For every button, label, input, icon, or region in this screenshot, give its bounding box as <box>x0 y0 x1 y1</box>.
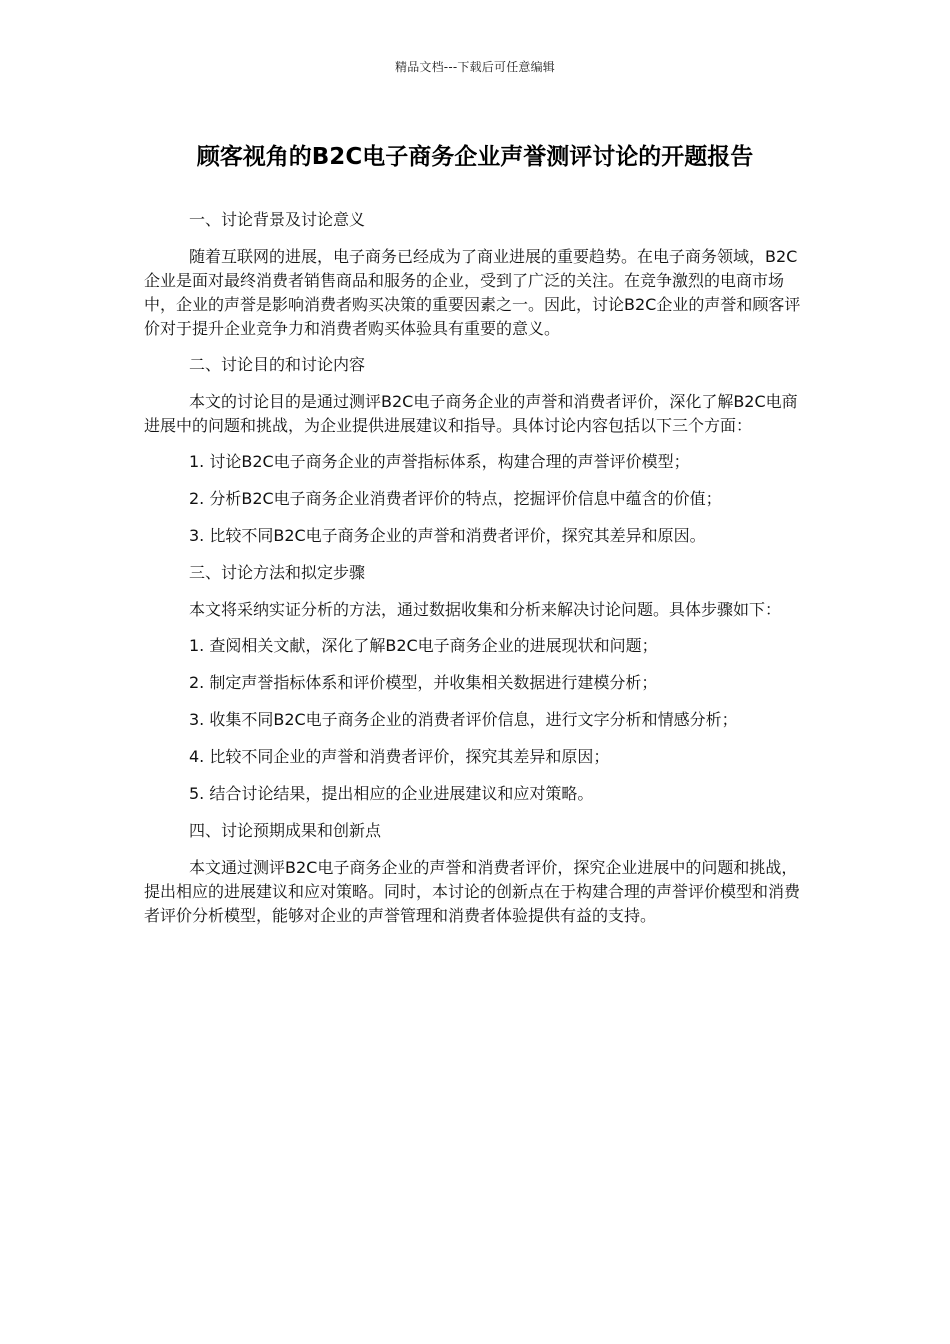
section-paragraph-3: 本文将采纳实证分析的方法，通过数据收集和分析来解决讨论问题。具体步骤如下： <box>189 600 782 619</box>
list-item: 1. 讨论B2C电子商务企业的声誉指标体系，构建合理的声誉评价模型； <box>189 452 690 471</box>
section-heading-4: 四、讨论预期成果和创新点 <box>189 821 382 840</box>
section-paragraph-2: 本文的讨论目的是通过测评B2C电子商务企业的声誉和消费者评价，深化了解B2C电商进展中的问题和挑战，为企业提供进展建议和指导。具体讨论内容包括以下三个方面： <box>144 392 798 435</box>
list-item: 3. 收集不同B2C电子商务企业的消费者评价信息，进行文字分析和情感分析； <box>189 710 738 729</box>
section-heading-1: 一、讨论背景及讨论意义 <box>189 210 366 229</box>
section-heading-2: 二、讨论目的和讨论内容 <box>189 355 366 374</box>
list-item: 2. 分析B2C电子商务企业消费者评价的特点，挖掘评价信息中蕴含的价值； <box>189 489 722 508</box>
section-paragraph-4: 本文通过测评B2C电子商务企业的声誉和消费者评价，探究企业进展中的问题和挑战，提出相应的进展建议和应对策略。同时，本讨论的创新点在于构建合理的声誉评价模型和消费者评价分析模型，能够对企业的声誉管理和消费者体验提供有益的支持。 <box>144 858 801 925</box>
list-item: 3. 比较不同B2C电子商务企业的声誉和消费者评价，探究其差异和原因。 <box>189 526 706 545</box>
document-body <box>144 208 808 940</box>
section-heading-3: 三、讨论方法和拟定步骤 <box>189 563 366 582</box>
list-item: 5. 结合讨论结果，提出相应的企业进展建议和应对策略。 <box>189 784 594 803</box>
list-item: 4. 比较不同企业的声誉和消费者评价，探究其差异和原因； <box>189 747 610 766</box>
header-note: 精品文档---下载后可任意编辑 <box>395 60 555 74</box>
list-item: 2. 制定声誉指标体系和评价模型，并收集相关数据进行建模分析； <box>189 673 658 692</box>
list-item: 1. 查阅相关文献，深化了解B2C电子商务企业的进展现状和问题； <box>189 636 658 655</box>
document-title: 顾客视角的B2C电子商务企业声誉测评讨论的开题报告 <box>196 144 754 170</box>
section-paragraph-1: 随着互联网的进展，电子商务已经成为了商业进展的重要趋势。在电子商务领域，B2C企业是面对最终消费者销售商品和服务的企业，受到了广泛的关注。在竞争激烈的电商市场中，企业的声誉是影响消费者购买决策的重要因素之一。因此，讨论B2C企业的声誉和顾客评价对于提升企业竞争力和消费者购买体验具有重要的意义。 <box>144 247 801 338</box>
